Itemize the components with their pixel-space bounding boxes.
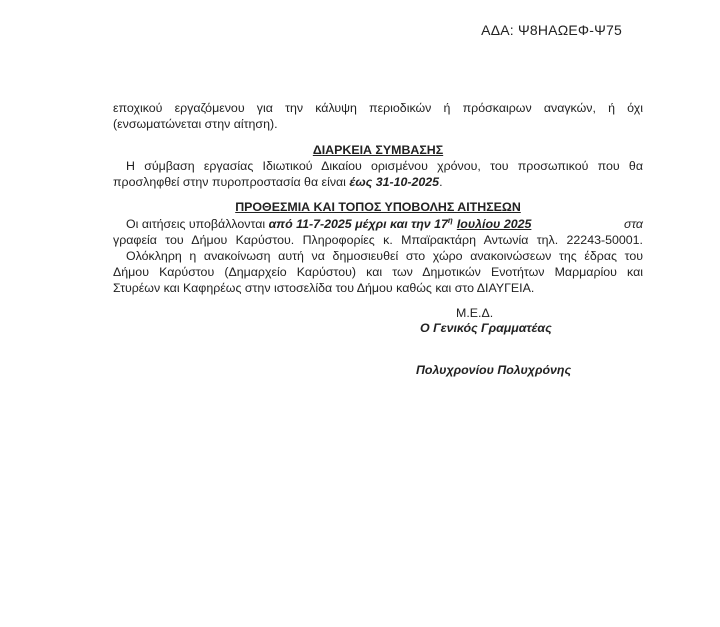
para1-line1: εποχικού εργαζόμενου για την κάλυψη περιοδικών ή πρόσκαιρων αναγκών, ή όχι xyxy=(113,101,643,115)
para1-line2: (ενσωματώνεται στην αίτηση). xyxy=(113,117,278,131)
para2-line1 xyxy=(113,158,643,174)
ordinal-superscript: η xyxy=(447,216,453,225)
para3-line3-text: Ολόκληρη η ανακοίνωση αυτή να δημοσιευθεί στο χώρο ανακοινώσεων της έδρας του xyxy=(126,249,643,263)
para3-line1-post: στα xyxy=(624,217,643,231)
para2-line1-text: Η σύμβαση εργασίας Ιδιωτικού Δικαίου ορισμένου χρόνου, του προσωπικού που θα xyxy=(126,159,643,173)
signatory-title: Ο Γενικός Γραμματέας xyxy=(420,321,552,335)
para3-line1 xyxy=(113,216,643,232)
contract-end-date: έως 31-10-2025 xyxy=(349,175,440,189)
heading-deadline-place: ΠΡΟΘΕΣΜΙΑ ΚΑΙ ΤΟΠΟΣ ΥΠΟΒΟΛΗΣ ΑΙΤΗΣΕΩΝ xyxy=(235,200,521,214)
signatory-name: Πολυχρονίου Πολυχρόνης xyxy=(416,363,572,377)
para3-line4: Δήμου Καρύστου (Δημαρχείο Καρύστου) και των Δημοτικών Ενοτήτων Μαρμαρίου και xyxy=(113,265,643,279)
ada-code: ΑΔΑ: Ψ8ΗΑΩΕΦ-Ψ75 xyxy=(481,22,622,38)
para3-line3 xyxy=(113,248,643,264)
application-period-text: από 11-7-2025 μέχρι και την 17 xyxy=(268,217,448,231)
para2-line2-end: . xyxy=(439,175,443,189)
para2-line2 xyxy=(113,174,643,190)
paragraph-deadline xyxy=(113,216,643,296)
para3-line1-pre: Οι αιτήσεις υποβάλλονται xyxy=(126,217,269,231)
paragraph-contract-duration xyxy=(113,158,643,190)
para3-line5: Στυρέων και Καφηρέως στην ιστοσελίδα του Δήμου καθώς και στο ΔΙΑΥΓΕΙΑ. xyxy=(113,281,535,295)
med-label: Μ.Ε.Δ. xyxy=(456,306,494,320)
application-period xyxy=(269,217,532,231)
paragraph-seasonal-worker xyxy=(113,100,643,132)
deadline-month: Ιουλίου 2025 xyxy=(456,217,532,231)
para2-line2-text: προσληφθεί στην πυροπροστασία θα είναι xyxy=(113,175,350,189)
heading-contract-duration: ΔΙΑΡΚΕΙΑ ΣΥΜΒΑΣΗΣ xyxy=(312,143,444,157)
para3-line2: γραφεία του Δήμου Καρύστου. Πληροφορίες κ. Μπαϊρακτάρη Αντωνία τηλ. 22243-50001. xyxy=(113,233,643,247)
